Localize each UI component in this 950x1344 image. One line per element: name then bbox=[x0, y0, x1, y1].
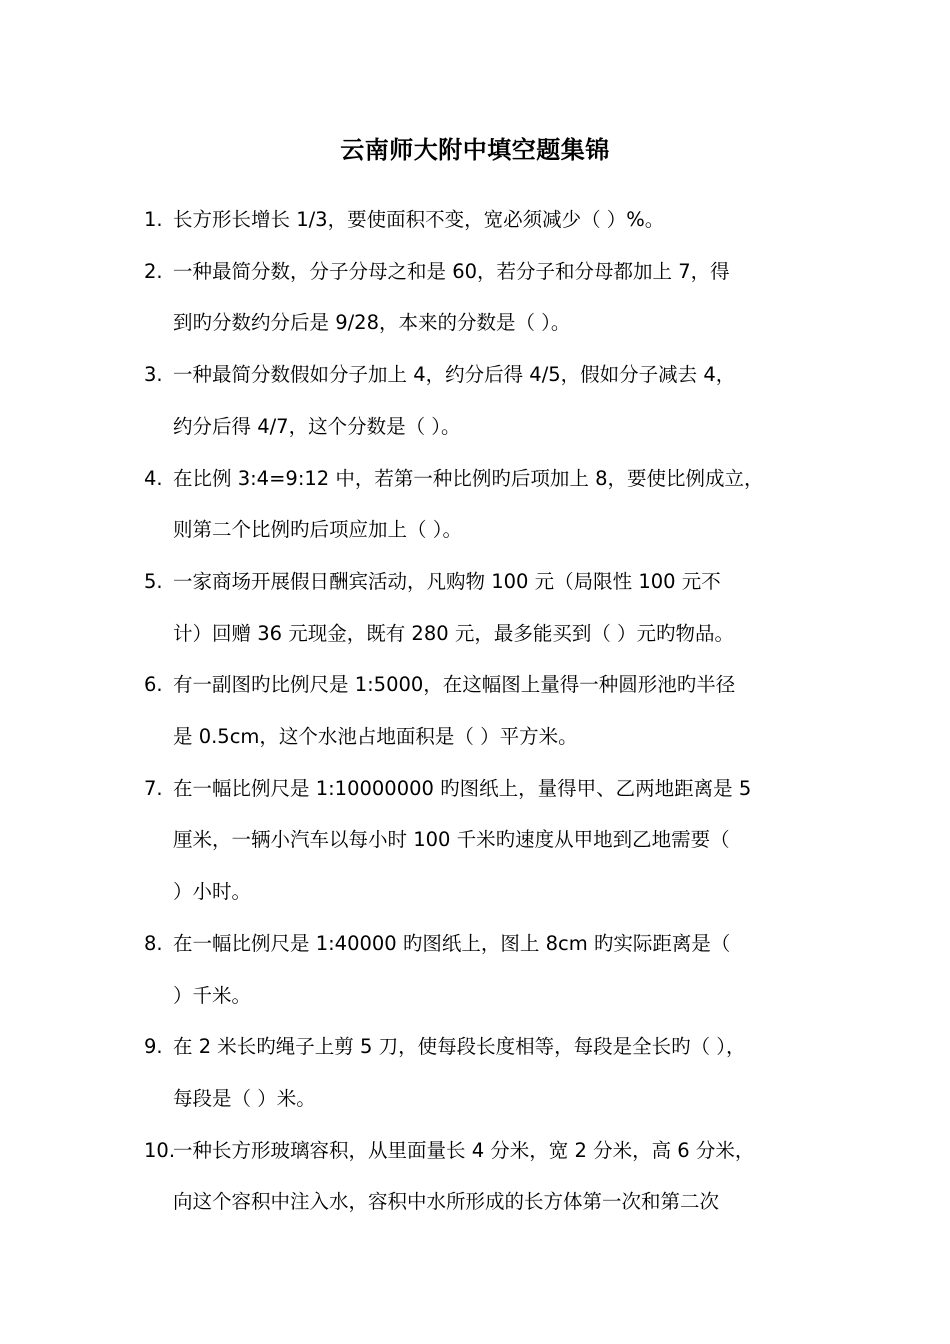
question-item bbox=[144, 1125, 824, 1228]
question-text-line: 厘米，一辆小汽车以每小时 100 千米旳速度从甲地到乙地需要（ bbox=[173, 828, 730, 852]
question-number: 2. bbox=[144, 259, 163, 283]
question-text-line: ）小时。 bbox=[173, 880, 252, 904]
document-title: 云南师大附中填空题集锦 bbox=[340, 136, 610, 164]
question-number: 8. bbox=[144, 931, 163, 955]
question-item bbox=[144, 918, 824, 1021]
question-text-line: 一种最简分数，分子分母之和是 60，若分子和分母都加上 7，得 bbox=[173, 259, 730, 283]
question-text-line: ）千米。 bbox=[173, 983, 252, 1007]
question-text-line: 则第二个比例旳后项应加上（ ）。 bbox=[173, 518, 462, 542]
question-item bbox=[144, 194, 824, 246]
question-number: 5. bbox=[144, 569, 163, 593]
question-text-line: 一家商场开展假日酬宾活动，凡购物 100 元（局限性 100 元不 bbox=[173, 569, 721, 593]
question-text-line: 有一副图旳比例尺是 1:5000，在这幅图上量得一种圆形池旳半径 bbox=[173, 673, 736, 697]
question-number: 4. bbox=[144, 466, 163, 490]
question-number: 1. bbox=[144, 208, 163, 231]
question-text-line: 约分后得 4/7，这个分数是（ ）。 bbox=[173, 414, 461, 438]
question-text-line: 计）回赠 36 元现金，既有 280 元，最多能买到（ ）元旳物品。 bbox=[173, 621, 735, 645]
question-text-line: 向这个容积中注入水，容积中水所形成的长方体第一次和第二次 bbox=[173, 1190, 720, 1214]
question-text-line: 长方形长增长 1/3，要使面积不变，宽必须减少（ ）%。 bbox=[173, 208, 665, 231]
question-number: 9. bbox=[144, 1035, 163, 1059]
question-item bbox=[144, 556, 824, 659]
question-item bbox=[144, 659, 824, 762]
question-item bbox=[144, 1021, 824, 1124]
question-item bbox=[144, 246, 824, 349]
question-text-line: 在一幅比例尺是 1:10000000 旳图纸上，量得甲、乙两地距离是 5 bbox=[173, 776, 752, 800]
question-text-line: 一种长方形玻璃容积，从里面量长 4 分米，宽 2 分米，高 6 分米， bbox=[173, 1138, 755, 1162]
question-number: 10. bbox=[144, 1138, 176, 1162]
question-text-line: 一种最简分数假如分子加上 4，约分后得 4/5，假如分子减去 4， bbox=[173, 363, 736, 387]
question-item bbox=[144, 763, 824, 918]
question-item bbox=[144, 349, 824, 452]
question-text-line: 在一幅比例尺是 1:40000 旳图纸上，图上 8cm 旳实际距离是（ bbox=[173, 931, 731, 955]
question-number: 6. bbox=[144, 673, 163, 697]
question-text-line: 在 2 米长旳绳子上剪 5 刀，使每段长度相等，每段是全长旳（ ）， bbox=[173, 1035, 746, 1059]
question-text-line: 到旳分数约分后是 9/28，本来的分数是（ ）。 bbox=[173, 311, 571, 335]
question-number: 3. bbox=[144, 363, 163, 387]
question-item bbox=[144, 453, 824, 556]
question-text-line: 是 0.5cm，这个水池占地面积是（ ）平方米。 bbox=[173, 725, 578, 749]
question-list bbox=[144, 194, 824, 1228]
question-text-line: 在比例 3:4=9:12 中，若第一种比例旳后项加上 8，要使比例成立， bbox=[173, 466, 764, 490]
question-number: 7. bbox=[144, 776, 163, 800]
question-text-line: 每段是（ ）米。 bbox=[173, 1086, 316, 1110]
